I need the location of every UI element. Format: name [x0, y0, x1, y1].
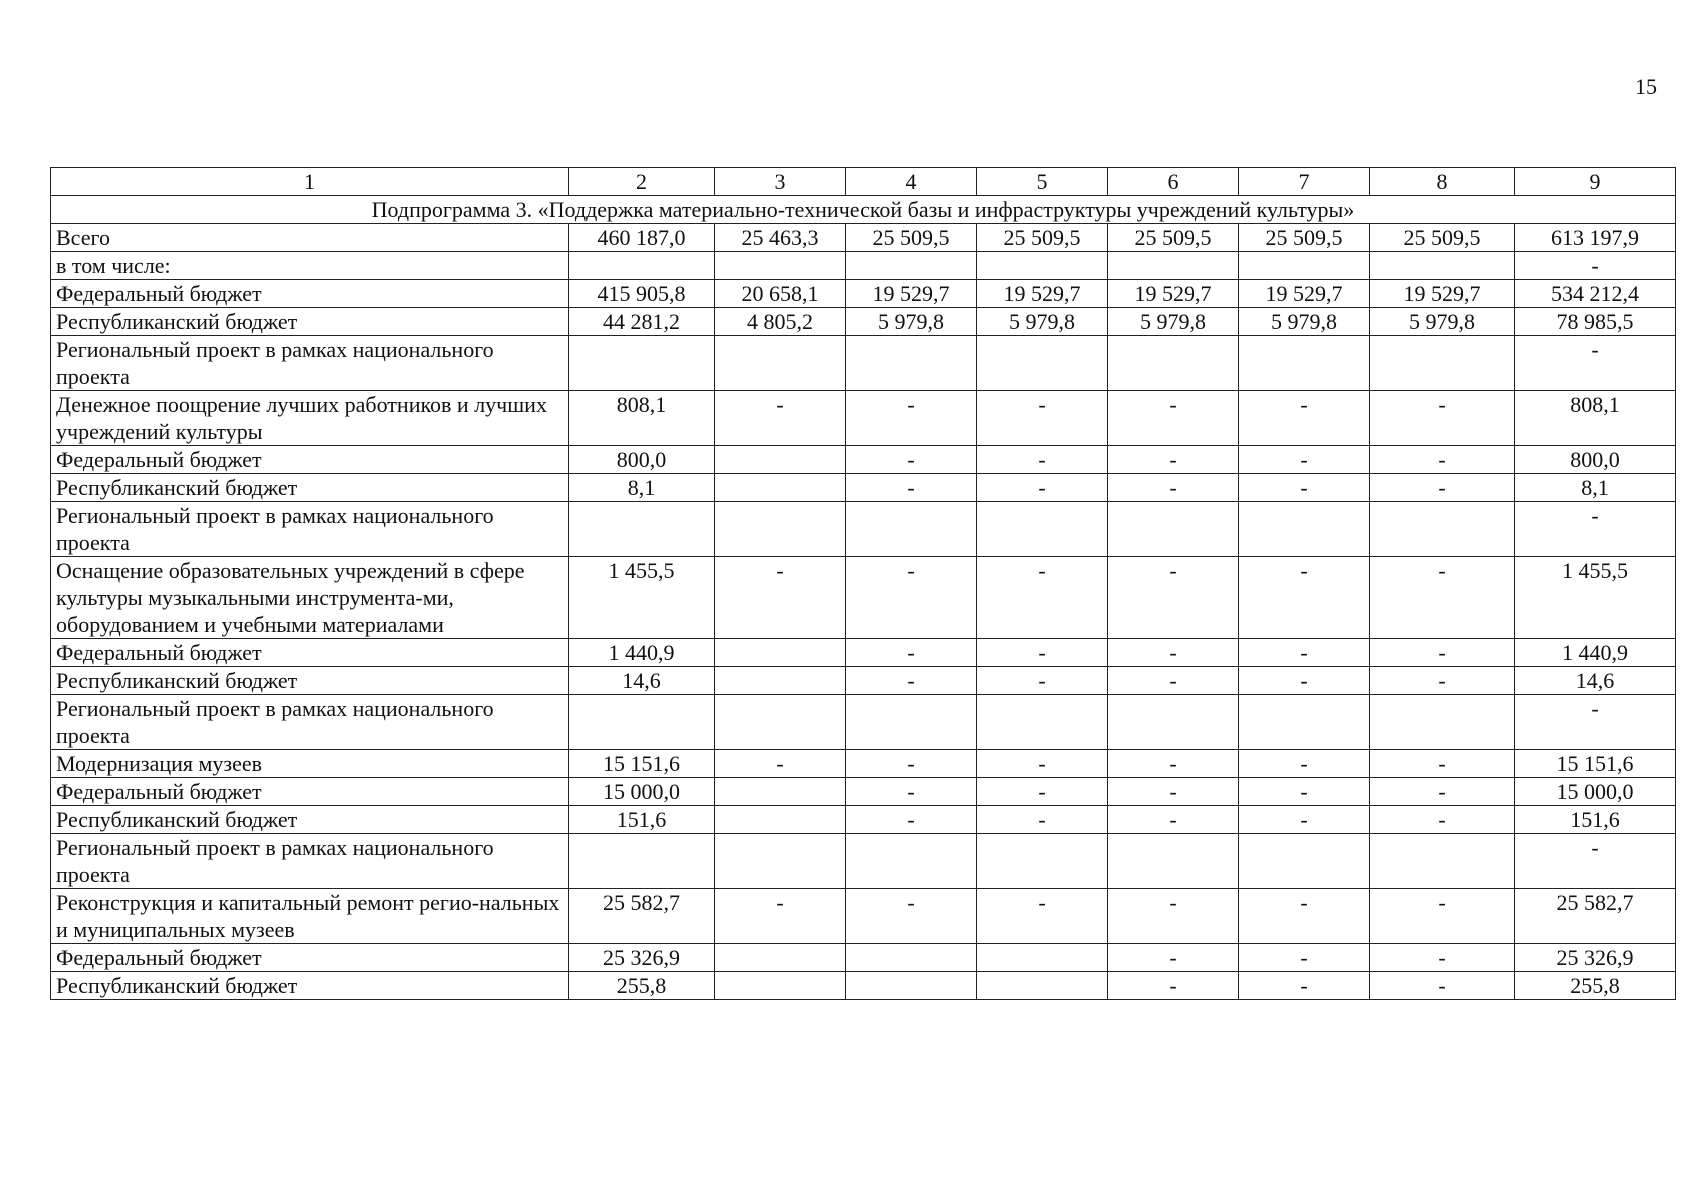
value-cell: - [715, 557, 846, 639]
value-cell [977, 336, 1108, 391]
value-cell: - [715, 889, 846, 944]
value-cell: - [1239, 474, 1370, 502]
row-label: Республиканский бюджет [51, 806, 569, 834]
value-cell: - [977, 391, 1108, 446]
table-row [51, 336, 1676, 391]
header-cell: 4 [846, 168, 977, 196]
value-cell: 415 905,8 [569, 280, 715, 308]
value-cell: - [715, 391, 846, 446]
value-cell: - [1370, 806, 1515, 834]
value-cell: - [1108, 889, 1239, 944]
value-cell [1370, 834, 1515, 889]
value-cell: 19 529,7 [977, 280, 1108, 308]
value-cell: - [1108, 667, 1239, 695]
value-cell: 25 326,9 [569, 944, 715, 972]
subprogram-title: Подпрограмма 3. «Поддержка материально-технической базы и инфраструктуры учреждений культуры» [51, 196, 1676, 224]
value-cell: - [1370, 750, 1515, 778]
value-cell: - [1370, 639, 1515, 667]
value-cell: - [1108, 557, 1239, 639]
row-label: Республиканский бюджет [51, 308, 569, 336]
table-row [51, 778, 1676, 806]
header-cell: 3 [715, 168, 846, 196]
value-cell: - [1515, 695, 1676, 750]
value-cell: 15 000,0 [1515, 778, 1676, 806]
value-cell: - [1239, 557, 1370, 639]
value-cell: - [1515, 336, 1676, 391]
value-cell: 14,6 [1515, 667, 1676, 695]
row-label: Федеральный бюджет [51, 446, 569, 474]
table-row [51, 806, 1676, 834]
value-cell: - [1239, 972, 1370, 1000]
value-cell: 25 463,3 [715, 224, 846, 252]
table-row [51, 474, 1676, 502]
row-label: в том числе: [51, 252, 569, 280]
value-cell [1239, 834, 1370, 889]
value-cell: - [1108, 806, 1239, 834]
row-label: Региональный проект в рамках национального проекта [51, 695, 569, 750]
value-cell: - [846, 750, 977, 778]
value-cell [977, 502, 1108, 557]
table-row [51, 695, 1676, 750]
value-cell: 255,8 [1515, 972, 1676, 1000]
value-cell: - [1108, 972, 1239, 1000]
value-cell [715, 695, 846, 750]
value-cell [569, 834, 715, 889]
header-row [51, 168, 1676, 196]
table-row [51, 972, 1676, 1000]
value-cell: - [1370, 557, 1515, 639]
row-label: Денежное поощрение лучших работников и лучших учреждений культуры [51, 391, 569, 446]
value-cell: 808,1 [569, 391, 715, 446]
value-cell [569, 336, 715, 391]
value-cell [977, 944, 1108, 972]
value-cell: 1 455,5 [569, 557, 715, 639]
value-cell: - [1370, 972, 1515, 1000]
value-cell [1108, 834, 1239, 889]
value-cell [1108, 336, 1239, 391]
value-cell [715, 252, 846, 280]
value-cell: - [1108, 391, 1239, 446]
value-cell: - [1239, 889, 1370, 944]
row-label: Федеральный бюджет [51, 280, 569, 308]
value-cell: - [1239, 639, 1370, 667]
value-cell: 44 281,2 [569, 308, 715, 336]
value-cell [1108, 252, 1239, 280]
value-cell: - [1515, 502, 1676, 557]
value-cell [569, 695, 715, 750]
table-row [51, 639, 1676, 667]
row-label: Региональный проект в рамках национального проекта [51, 336, 569, 391]
value-cell: - [1239, 750, 1370, 778]
value-cell [977, 972, 1108, 1000]
value-cell: - [846, 889, 977, 944]
value-cell [569, 252, 715, 280]
row-label: Реконструкция и капитальный ремонт регио-нальных и муниципальных музеев [51, 889, 569, 944]
row-label: Республиканский бюджет [51, 474, 569, 502]
value-cell [977, 695, 1108, 750]
value-cell: - [1515, 834, 1676, 889]
value-cell: - [1108, 639, 1239, 667]
value-cell: - [1239, 944, 1370, 972]
value-cell [846, 695, 977, 750]
value-cell: - [1370, 889, 1515, 944]
value-cell: 5 979,8 [1239, 308, 1370, 336]
value-cell: - [977, 750, 1108, 778]
value-cell: 25 509,5 [977, 224, 1108, 252]
value-cell: - [715, 750, 846, 778]
value-cell [846, 252, 977, 280]
value-cell: - [1239, 778, 1370, 806]
value-cell [1108, 695, 1239, 750]
value-cell: 78 985,5 [1515, 308, 1676, 336]
value-cell [1108, 502, 1239, 557]
table-row [51, 252, 1676, 280]
header-cell: 6 [1108, 168, 1239, 196]
value-cell: - [1239, 667, 1370, 695]
value-cell [846, 944, 977, 972]
value-cell: - [1108, 474, 1239, 502]
table-row [51, 280, 1676, 308]
value-cell [1370, 695, 1515, 750]
value-cell: - [846, 391, 977, 446]
value-cell: - [1239, 446, 1370, 474]
value-cell [1239, 695, 1370, 750]
row-label: Региональный проект в рамках национального проекта [51, 834, 569, 889]
table-row [51, 750, 1676, 778]
value-cell: - [1370, 474, 1515, 502]
value-cell: 14,6 [569, 667, 715, 695]
table-row [51, 667, 1676, 695]
value-cell: 15 151,6 [1515, 750, 1676, 778]
value-cell: 19 529,7 [1239, 280, 1370, 308]
value-cell [1370, 252, 1515, 280]
value-cell: 5 979,8 [1370, 308, 1515, 336]
row-label: Оснащение образовательных учреждений в сфере культуры музыкальными инструмента-ми, оборудованием и учебными материалами [51, 557, 569, 639]
value-cell: - [1515, 252, 1676, 280]
row-label: Республиканский бюджет [51, 972, 569, 1000]
value-cell [977, 252, 1108, 280]
value-cell: 25 509,5 [1108, 224, 1239, 252]
value-cell [569, 502, 715, 557]
header-cell: 2 [569, 168, 715, 196]
value-cell: 255,8 [569, 972, 715, 1000]
value-cell [715, 502, 846, 557]
table-body [51, 168, 1676, 1000]
row-label: Республиканский бюджет [51, 667, 569, 695]
table-row [51, 502, 1676, 557]
value-cell: - [977, 446, 1108, 474]
value-cell: - [1108, 446, 1239, 474]
table-row [51, 944, 1676, 972]
value-cell [715, 667, 846, 695]
value-cell: - [977, 639, 1108, 667]
value-cell [715, 834, 846, 889]
value-cell [715, 474, 846, 502]
value-cell: - [1239, 806, 1370, 834]
value-cell: - [846, 667, 977, 695]
value-cell [715, 972, 846, 1000]
value-cell: 151,6 [569, 806, 715, 834]
header-cell: 1 [51, 168, 569, 196]
value-cell: 19 529,7 [1108, 280, 1239, 308]
row-label: Региональный проект в рамках национального проекта [51, 502, 569, 557]
value-cell: 15 000,0 [569, 778, 715, 806]
header-cell: 7 [1239, 168, 1370, 196]
table-row [51, 391, 1676, 446]
value-cell: - [977, 474, 1108, 502]
value-cell: - [977, 557, 1108, 639]
value-cell: - [846, 474, 977, 502]
value-cell [1239, 336, 1370, 391]
value-cell: 19 529,7 [1370, 280, 1515, 308]
value-cell [715, 944, 846, 972]
value-cell: 808,1 [1515, 391, 1676, 446]
value-cell [715, 446, 846, 474]
value-cell: 5 979,8 [977, 308, 1108, 336]
value-cell [846, 834, 977, 889]
row-label: Федеральный бюджет [51, 639, 569, 667]
value-cell [1239, 502, 1370, 557]
value-cell: - [1370, 778, 1515, 806]
value-cell: - [977, 667, 1108, 695]
page-number: 15 [1635, 74, 1657, 99]
value-cell [1370, 502, 1515, 557]
value-cell [715, 778, 846, 806]
row-label: Федеральный бюджет [51, 944, 569, 972]
value-cell: 25 326,9 [1515, 944, 1676, 972]
value-cell [977, 834, 1108, 889]
value-cell: - [846, 778, 977, 806]
value-cell: - [1370, 667, 1515, 695]
header-cell: 8 [1370, 168, 1515, 196]
value-cell [715, 336, 846, 391]
table-row [51, 446, 1676, 474]
value-cell: 1 440,9 [1515, 639, 1676, 667]
value-cell [846, 336, 977, 391]
value-cell: - [846, 806, 977, 834]
budget-table [50, 167, 1676, 1000]
value-cell: 4 805,2 [715, 308, 846, 336]
table-row [51, 889, 1676, 944]
value-cell: 1 455,5 [1515, 557, 1676, 639]
table-row [51, 557, 1676, 639]
value-cell: - [1239, 391, 1370, 446]
value-cell: - [977, 806, 1108, 834]
value-cell: 20 658,1 [715, 280, 846, 308]
value-cell [846, 972, 977, 1000]
value-cell: 800,0 [1515, 446, 1676, 474]
row-label: Всего [51, 224, 569, 252]
value-cell [715, 639, 846, 667]
value-cell [1370, 336, 1515, 391]
value-cell: 15 151,6 [569, 750, 715, 778]
value-cell [715, 806, 846, 834]
value-cell [846, 502, 977, 557]
value-cell: 25 509,5 [1239, 224, 1370, 252]
value-cell: 19 529,7 [846, 280, 977, 308]
value-cell [1239, 252, 1370, 280]
value-cell: - [977, 889, 1108, 944]
value-cell: 1 440,9 [569, 639, 715, 667]
table-row [51, 834, 1676, 889]
value-cell: - [846, 639, 977, 667]
value-cell: 8,1 [569, 474, 715, 502]
header-cell: 9 [1515, 168, 1676, 196]
value-cell: 25 509,5 [1370, 224, 1515, 252]
value-cell: - [1370, 391, 1515, 446]
table-row [51, 308, 1676, 336]
row-label: Модернизация музеев [51, 750, 569, 778]
value-cell: 25 582,7 [1515, 889, 1676, 944]
value-cell: 613 197,9 [1515, 224, 1676, 252]
row-label: Федеральный бюджет [51, 778, 569, 806]
value-cell: - [1108, 750, 1239, 778]
value-cell: 5 979,8 [846, 308, 977, 336]
value-cell: 151,6 [1515, 806, 1676, 834]
value-cell: 800,0 [569, 446, 715, 474]
value-cell: 8,1 [1515, 474, 1676, 502]
value-cell: - [977, 778, 1108, 806]
value-cell: 460 187,0 [569, 224, 715, 252]
subprogram-row [51, 196, 1676, 224]
value-cell: 25 582,7 [569, 889, 715, 944]
value-cell: 534 212,4 [1515, 280, 1676, 308]
header-cell: 5 [977, 168, 1108, 196]
table-row [51, 224, 1676, 252]
value-cell: - [846, 557, 977, 639]
value-cell: - [1370, 446, 1515, 474]
value-cell: 25 509,5 [846, 224, 977, 252]
value-cell: - [846, 446, 977, 474]
value-cell: - [1108, 778, 1239, 806]
value-cell: - [1370, 944, 1515, 972]
value-cell: 5 979,8 [1108, 308, 1239, 336]
value-cell: - [1108, 944, 1239, 972]
